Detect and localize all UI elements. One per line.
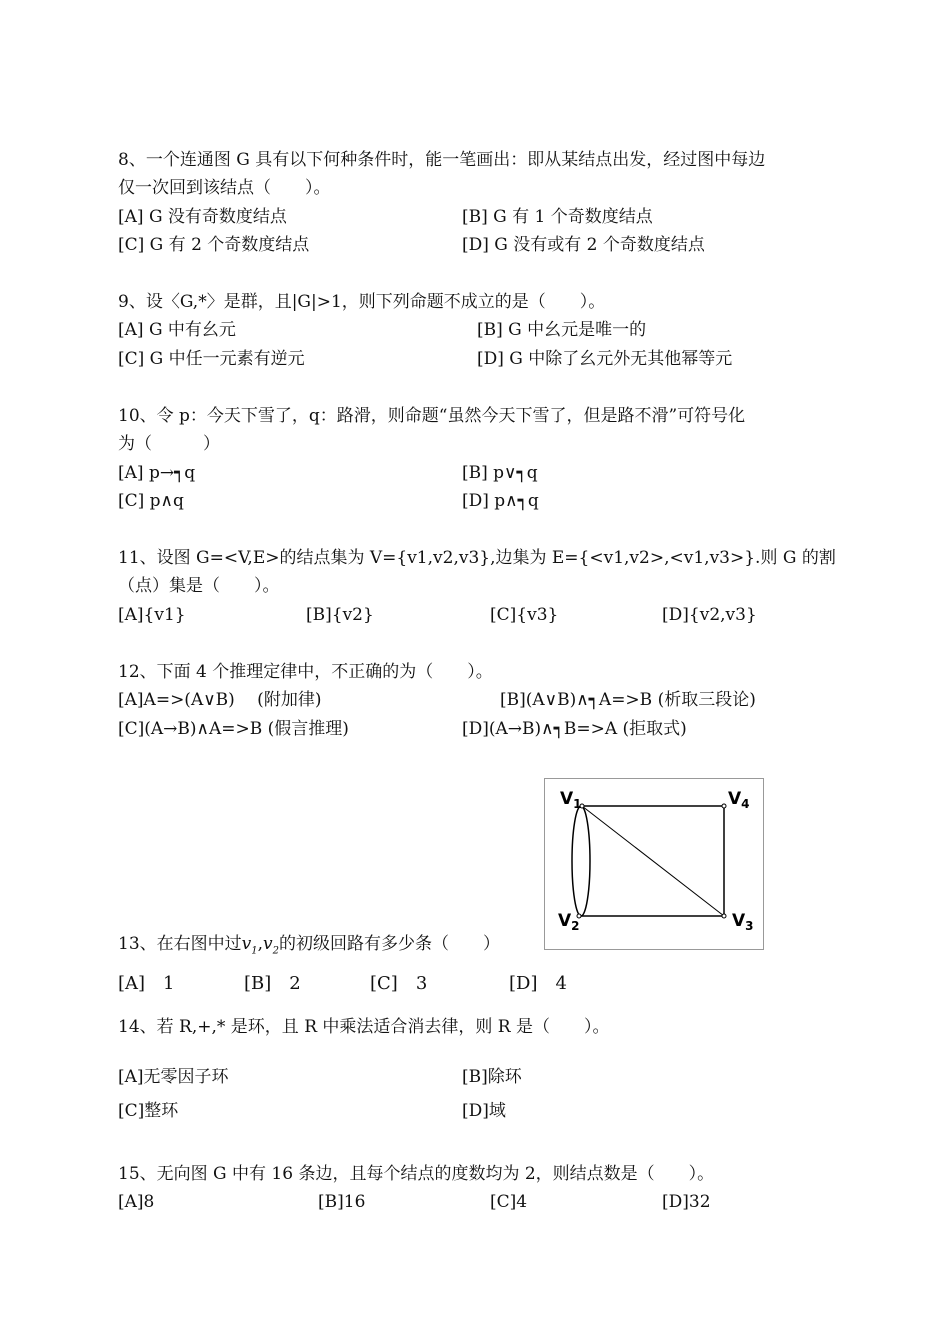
vertex-v4 (722, 804, 726, 808)
q11-option-d: [D]{v2,v3} (662, 605, 757, 625)
label-v1: $V_1$ (560, 789, 582, 811)
q8-stem-line1: 8、一个连通图 G 具有以下何种条件时，能一笔画出：即从某结点出发，经过图中每边 (118, 150, 766, 170)
q9-option-d: [D] G 中除了幺元外无其他幂等元 (477, 349, 733, 369)
label-v3: $V_3$ (732, 911, 754, 933)
q12-option-b: [B](A∨B)∧┑A=>B (析取三段论) (500, 690, 756, 710)
q10-option-c: [C] p∧q (118, 491, 184, 511)
q13-v1: $v_1$ (241, 934, 258, 957)
q14-option-d: [D]域 (462, 1101, 506, 1121)
q8-option-d: [D] G 没有或有 2 个奇数度结点 (462, 235, 705, 255)
q14-option-a: [A]无零因子环 (118, 1067, 229, 1087)
q9-option-b: [B] G 中幺元是唯一的 (477, 320, 647, 340)
q12-option-a: [A]A=>(A∨B) (附加律) (118, 690, 322, 710)
q9-stem: 9、设〈G,*〉是群，且|G|>1，则下列命题不成立的是（ ）。 (118, 292, 606, 312)
q13-sep: , (257, 934, 264, 954)
q10-option-d: [D] p∧┑q (462, 491, 539, 511)
q11-option-b: [B]{v2} (306, 605, 374, 625)
q15-option-d: [D]32 (662, 1192, 711, 1212)
q10-option-a: [A] p→┑q (118, 463, 196, 483)
q12-option-d: [D](A→B)∧┑B=>A (拒取式) (462, 719, 687, 739)
q13-option-c: [C] 3 (370, 973, 428, 994)
q15-option-c: [C]4 (490, 1192, 528, 1212)
q11-stem-line1: 11、设图 G=<V,E>的结点集为 V={v1,v2,v3},边集为 E={<v1,v2>,<v1,v3>}.则 G 的割 (118, 548, 836, 568)
q15-option-b: [B]16 (318, 1192, 366, 1212)
q10-stem-line2: 为（ ） (118, 434, 220, 454)
q15-stem: 15、无向图 G 中有 16 条边，且每个结点的度数均为 2，则结点数是（ ）。 (118, 1164, 715, 1184)
vertex-v2 (577, 914, 581, 918)
graph-figure (544, 778, 764, 950)
q11-option-a: [A]{v1} (118, 605, 186, 625)
q13-option-d: [D] 4 (509, 973, 567, 994)
q15-option-a: [A]8 (118, 1192, 155, 1212)
q13-suffix: 的初级回路有多少条（ ） (279, 934, 501, 954)
q8-option-a: [A] G 没有奇数度结点 (118, 207, 287, 227)
q13-prefix: 13、在右图中过 (118, 934, 242, 954)
q11-stem-line2: （点）集是（ ）。 (118, 576, 280, 596)
q10-stem-line1: 10、令 p：今天下雪了，q：路滑，则命题“虽然今天下雪了，但是路不滑”可符号化 (118, 406, 746, 426)
q9-option-a: [A] G 中有幺元 (118, 320, 236, 340)
q9-option-c: [C] G 中任一元素有逆元 (118, 349, 305, 369)
q14-option-b: [B]除环 (462, 1067, 522, 1087)
q10-option-b: [B] p∨┑q (462, 463, 538, 483)
q14-stem: 14、若 R,+,* 是环，且 R 中乘法适合消去律，则 R 是（ ）。 (118, 1017, 610, 1037)
q12-option-c: [C](A→B)∧A=>B (假言推理) (118, 719, 349, 739)
q13-v2: $v_2$ (263, 934, 280, 957)
q13-option-b: [B] 2 (244, 973, 301, 994)
q8-option-b: [B] G 有 1 个奇数度结点 (462, 207, 653, 227)
q12-stem: 12、下面 4 个推理定律中，不正确的为（ ）。 (118, 662, 493, 682)
q13-stem (118, 933, 500, 962)
vertex-v3 (722, 914, 726, 918)
label-v2: $V_2$ (558, 911, 580, 933)
q11-option-c: [C]{v3} (490, 605, 559, 625)
q8-stem-line2: 仅一次回到该结点（ ）。 (118, 178, 331, 198)
label-v4: $V_4$ (728, 789, 750, 811)
q14-option-c: [C]整环 (118, 1101, 179, 1121)
q13-option-a: [A] 1 (118, 973, 175, 994)
q8-option-c: [C] G 有 2 个奇数度结点 (118, 235, 310, 255)
